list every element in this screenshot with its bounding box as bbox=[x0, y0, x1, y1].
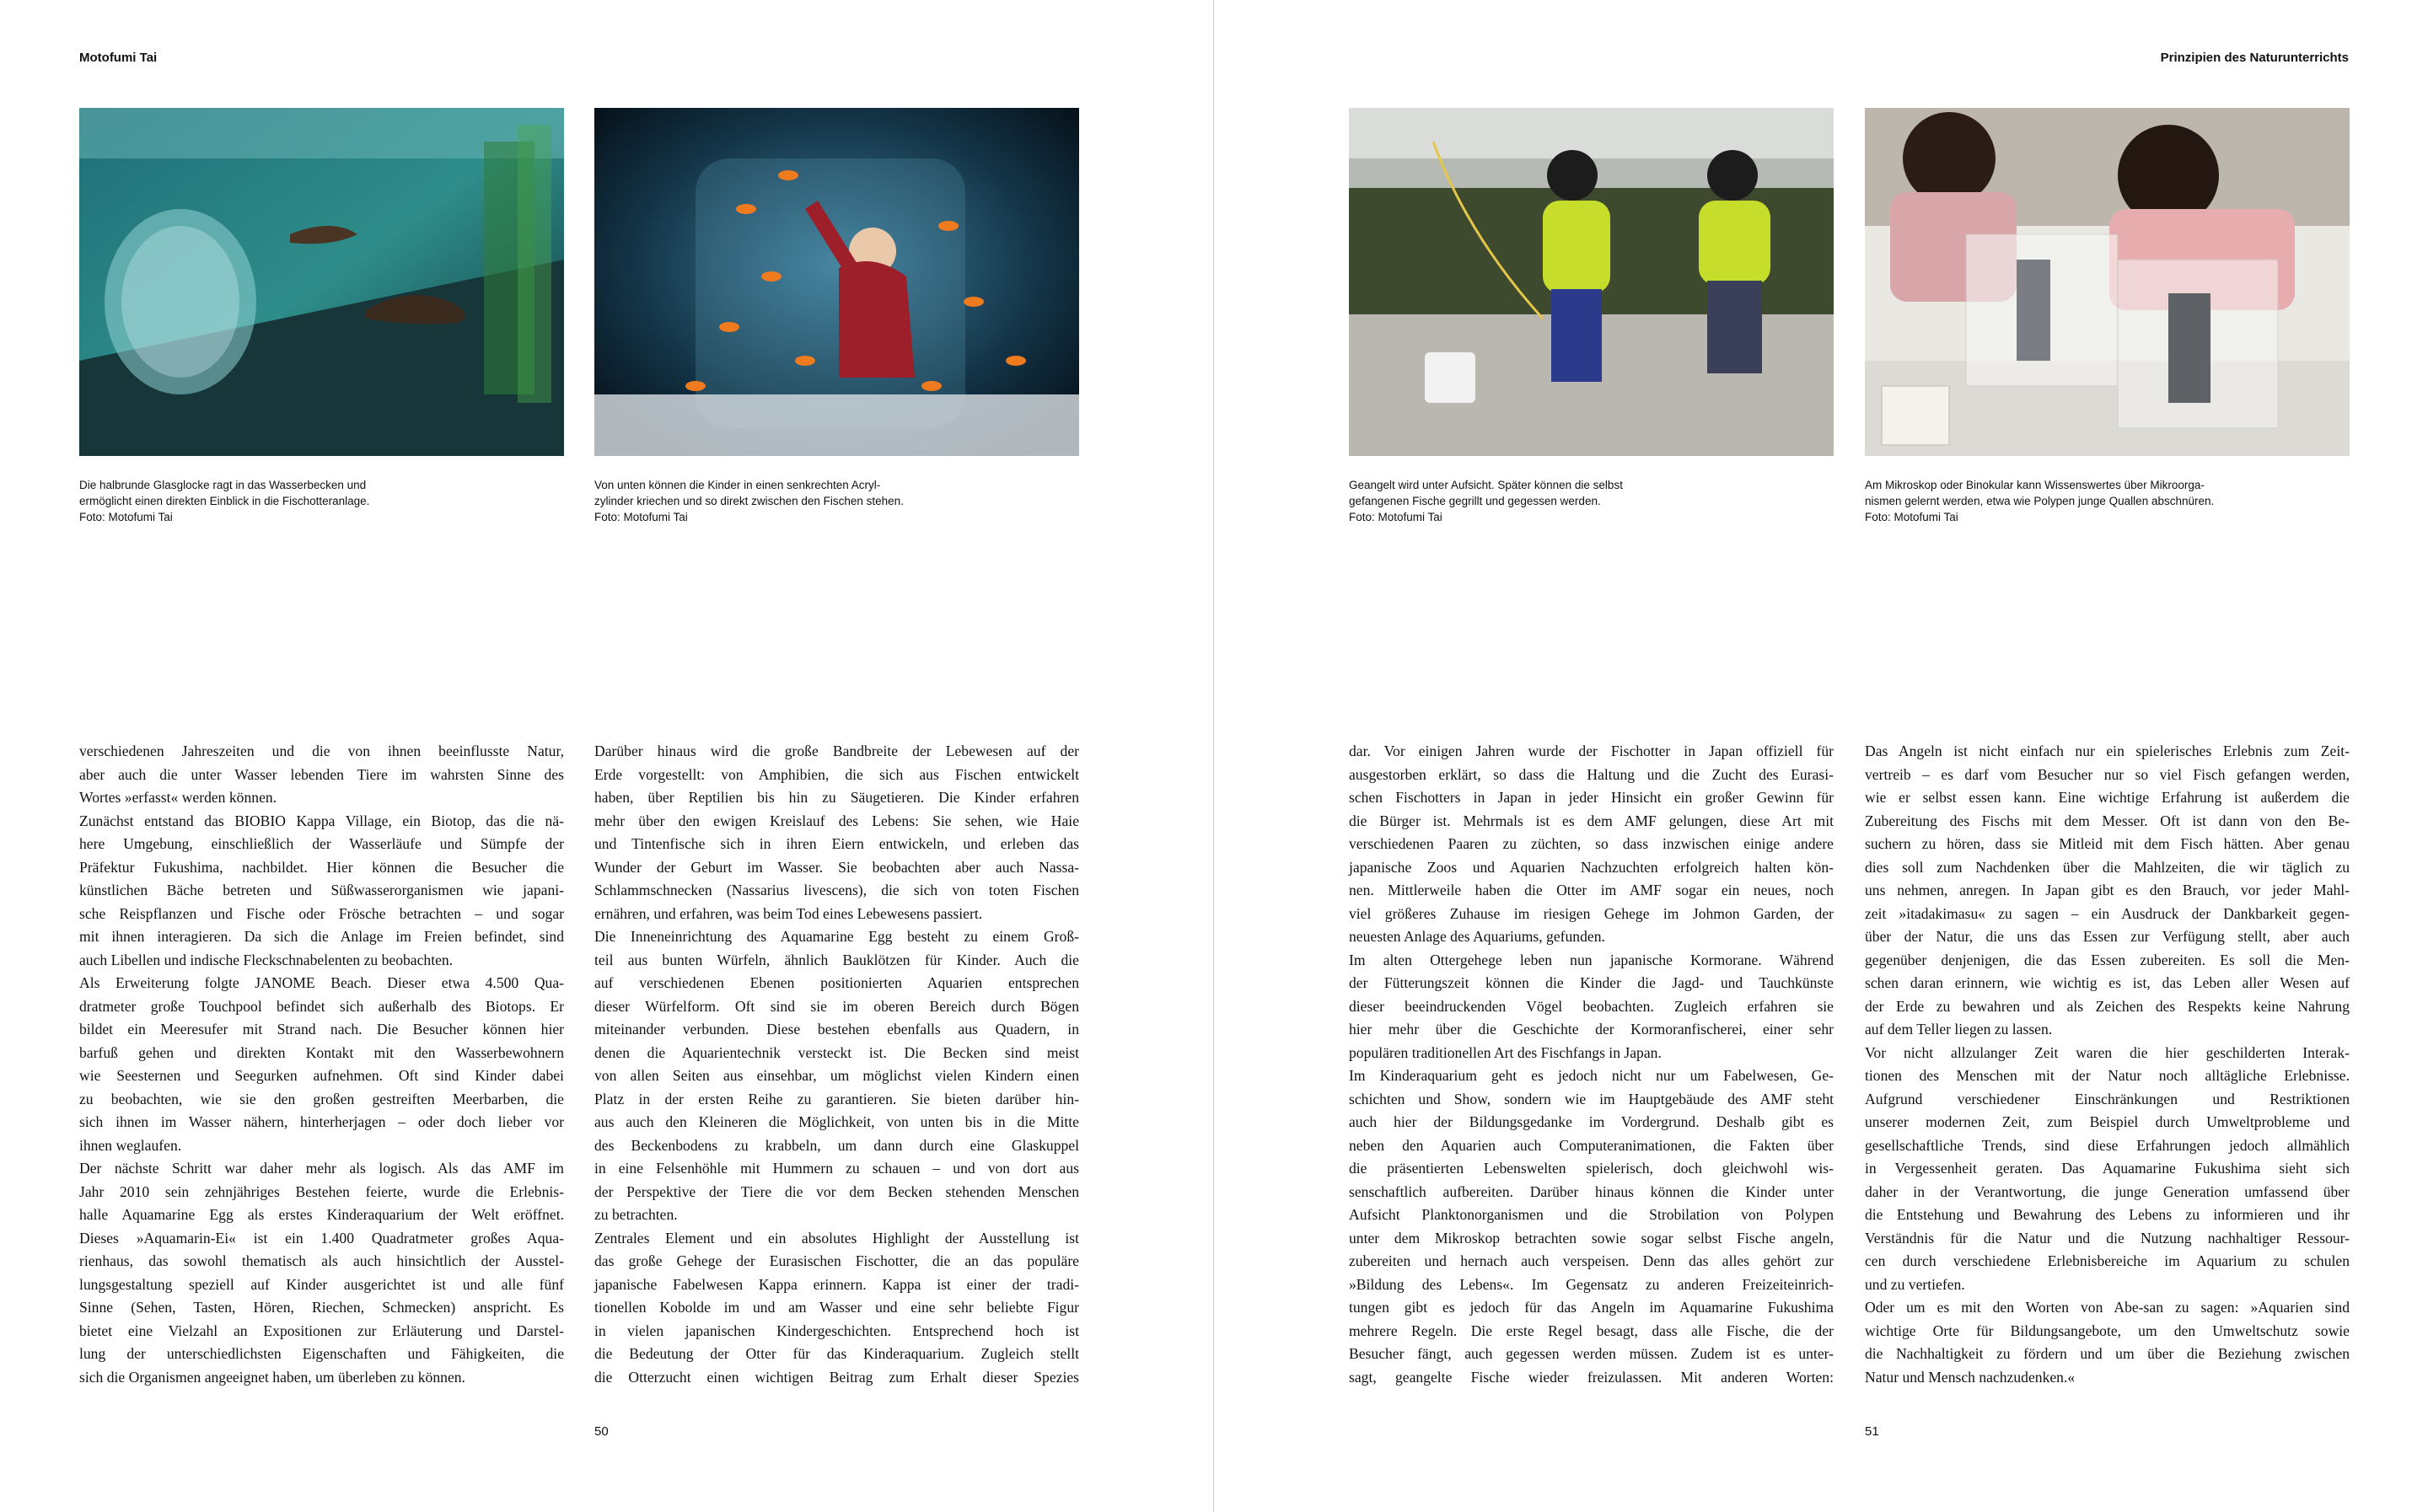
text-line: Der nächste Schritt war daher mehr als logisch. Als das AMF im bbox=[79, 1160, 564, 1177]
text-line: aber auch die unter Wasser lebenden Tiere im wahrsten Sinne des bbox=[79, 765, 564, 783]
text-line: Natur und Mensch nachzudenken.« bbox=[1865, 1368, 2076, 1386]
text-line: und Tintenfische sich in ihren Eiern entwickeln, und erleben das bbox=[594, 835, 1079, 852]
text-line: Besucher fängt, auch gegessen werden müssen. Zudem ist es unter- bbox=[1349, 1345, 1834, 1362]
body-column-3 bbox=[1349, 740, 1834, 1389]
text-line: Das Angeln ist nicht einfach nur ein spielerisches Erlebnis zum Zeit- bbox=[1865, 743, 2350, 759]
text-line: in Vergessenheit geraten. Das Aquamarine Fukushima sieht sich bbox=[1865, 1160, 2350, 1177]
text-line: neben den Aquarien auch Computeranimationen, die Fakten über bbox=[1349, 1136, 1834, 1154]
text-line: daher in der Verantwortung, die junge Generation umfassend über bbox=[1865, 1182, 2350, 1200]
text-line: Sinne (Sehen, Tasten, Hören, Riechen, Schmecken) anspricht. Es bbox=[79, 1299, 564, 1316]
caption-line: ermöglicht einen direkten Einblick in die Fischotteranlage. bbox=[79, 495, 370, 507]
text-line: künstlichen Bäche betreten und Süßwasserorganismen wie japani- bbox=[79, 882, 564, 898]
text-line: sich ihnen im Wasser nähern, hinterherjagen – oder doch lieber vor bbox=[79, 1113, 564, 1130]
text-line: die Bedeutung der Otter für das Kinderaquarium. Zugleich stellt bbox=[594, 1345, 1079, 1362]
text-line: halle Aquamarine Egg als erstes Kinderaquarium der Welt eröffnet. bbox=[79, 1206, 564, 1223]
text-line: wie er selbst essen kann. Eine wichtige Erfahrung ist außerdem die bbox=[1865, 789, 2350, 806]
text-line: auch hier der Bildungsgedanke im Vordergrund. Deshalb gibt es bbox=[1349, 1113, 1834, 1130]
text-line: Vor nicht allzulanger Zeit waren die hier geschilderten Interak- bbox=[1865, 1043, 2350, 1061]
text-line: schen Fischotters in Japan in jeder Hinsicht ein großer Gewinn für bbox=[1349, 789, 1834, 806]
text-line: Aufgrund verschiedener Einschränkungen und Restriktionen bbox=[1865, 1090, 2350, 1107]
text-line: Zentrales Element und ein absolutes Highlight der Ausstellung ist bbox=[594, 1229, 1079, 1247]
text-line: auf verschiedenen Ebenen positionierten Aquarien entsprechen bbox=[594, 974, 1079, 991]
text-line: die Bürger ist. Mehrmals ist es dem AMF gelungen, diese Art mit bbox=[1349, 812, 1834, 829]
text-line: wichtige Orte für Bildungsangebote, um den Umweltschutz sowie bbox=[1865, 1322, 2350, 1339]
text-line: teil aus bunten Würfeln, ähnlich Bauklötzen für Kinder. Auch die bbox=[594, 951, 1079, 968]
text-line: lung der unterschiedlichsten Eigenschaften und Fähigkeiten, die bbox=[79, 1345, 564, 1362]
text-line: viel größeres Zuhause im riesigen Gehege im Johmon Garden, der bbox=[1349, 904, 1834, 922]
text-line: barfuß gehen und direkten Kontakt mit den Wasserbewohnern bbox=[79, 1043, 564, 1061]
text-line: denen die Aquarientechnik versteckt ist. Die Becken sind meist bbox=[594, 1043, 1079, 1061]
caption-line: nismen gelernt werden, etwa wie Polypen junge Quallen abschnüren. bbox=[1865, 495, 2215, 507]
running-header-title: Prinzipien des Naturunterrichts bbox=[2160, 51, 2349, 65]
text-line: nen. Mittlerweile haben die Otter im AMF sogar ein neues, noch bbox=[1349, 882, 1834, 898]
text-line: die Entstehung und Bewahrung des Lebens zu informieren und ihr bbox=[1865, 1206, 2350, 1223]
text-line: gesellschaftliche Trends, sind diese Erfahrungen jedoch allmählich bbox=[1865, 1136, 2350, 1154]
photo-microscope bbox=[1865, 108, 2350, 456]
text-line: schichten und Show, sondern wie im Hauptgebäude des AMF steht bbox=[1349, 1090, 1834, 1107]
text-line: über der Natur, die uns das Essen zur Verfügung stellt, aber auch bbox=[1865, 928, 2350, 945]
text-line: Wortes »erfasst« werden können. bbox=[79, 789, 277, 806]
text-line: in eine Felsenhöhle mit Hummern zu schauen – und von dort aus bbox=[594, 1160, 1079, 1177]
text-line: zeit »itadakimasu« zu sagen – ein Ausdruck der Dankbarkeit gegen- bbox=[1865, 904, 2350, 922]
text-line: die Nachhaltigkeit zu fördern und um über die Beziehung zwischen bbox=[1865, 1345, 2350, 1362]
text-line: wie Seesternen und Seegurken aufnehmen. Oft sind Kinder dabei bbox=[79, 1067, 564, 1084]
caption-line: Die halbrunde Glasglocke ragt in das Wasserbecken und bbox=[79, 479, 367, 491]
caption-credit: Foto: Motofumi Tai bbox=[1349, 511, 1442, 523]
text-line: ihnen weglaufen. bbox=[79, 1136, 182, 1154]
text-line: gegenüber denjenigen, die das Essen zubereiten. Es soll die Men- bbox=[1865, 951, 2350, 968]
caption-photo-4 bbox=[1865, 477, 2350, 525]
text-line: aus auch den Kleineren die Möglichkeit, von unten bis in die Mitte bbox=[594, 1113, 1079, 1130]
text-line: Erde vorgestellt: von Amphibien, die sich aus Fischen entwickelt bbox=[594, 765, 1079, 783]
page-number-left: 50 bbox=[594, 1424, 609, 1439]
text-line: dar. Vor einigen Jahren wurde der Fischotter in Japan offiziell für bbox=[1349, 743, 1834, 759]
text-line: der Fütterungszeit können die Kinder die Jagd- und Tauchkünste bbox=[1349, 974, 1834, 991]
text-line: des Beckenbodens zu krabbeln, um dann durch eine Glaskuppel bbox=[594, 1136, 1079, 1154]
text-line: der Perspektive der Tiere die vor dem Becken stehenden Menschen bbox=[594, 1182, 1079, 1200]
text-line: ausgestorben erklärt, so dass die Haltung und die Zucht des Eurasi- bbox=[1349, 765, 1834, 783]
caption-line: Geangelt wird unter Aufsicht. Später können die selbst bbox=[1349, 479, 1623, 491]
text-line: hier mehr über die Geschichte der Kormoranfischerei, einer sehr bbox=[1349, 1021, 1834, 1037]
text-line: Verständnis für die Natur und die Nutzung nachhaltiger Ressour- bbox=[1865, 1229, 2350, 1247]
text-line: zu betrachten. bbox=[594, 1206, 678, 1223]
text-line: rienhaus, das sowohl thematisch als auch hinsichtlich der Ausstel- bbox=[79, 1252, 564, 1269]
text-line: »Bildung des Lebens«. Im Gegensatz zu anderen Freizeiteinrich- bbox=[1349, 1275, 1834, 1293]
text-line: cen durch verschiedene Erlebnisbereiche im Aquarium zu schulen bbox=[1865, 1252, 2350, 1269]
page-number-right: 51 bbox=[1865, 1424, 1879, 1439]
text-line: mit ihnen interagieren. Da sich die Anlage im Freien befindet, sind bbox=[79, 928, 564, 945]
text-line: Zunächst entstand das BIOBIO Kappa Village, ein Biotop, das die nä- bbox=[79, 812, 564, 829]
text-line: Als Erweiterung folgte JANOME Beach. Dieser etwa 4.500 Qua- bbox=[79, 974, 564, 991]
caption-line: Von unten können die Kinder in einen senkrechten Acryl- bbox=[594, 479, 881, 491]
text-line: haben, über Reptilien bis hin zu Säugetieren. Die Kinder erfahren bbox=[594, 789, 1079, 806]
caption-photo-3 bbox=[1349, 477, 1834, 525]
body-column-4 bbox=[1865, 740, 2350, 1389]
text-line: japanische Zoos und Aquarien Nachzuchten erfolgreich halten kön- bbox=[1349, 858, 1834, 876]
text-line: lungsgestaltung speziell auf Kinder ausgerichtet ist und alle fünf bbox=[79, 1275, 564, 1293]
text-line: ernähren, und erfahren, was beim Tod eines Lebewesens passiert. bbox=[594, 904, 983, 922]
text-line: japanische Fabelwesen Kappa erinnern. Kappa ist einer der tradi- bbox=[594, 1275, 1079, 1293]
text-line: Aufsicht Planktonorganismen und die Strobilation von Polypen bbox=[1349, 1206, 1834, 1223]
text-line: Dieses »Aquamarin-Ei« ist ein 1.400 Quadratmeter großes Aqua- bbox=[79, 1229, 564, 1247]
text-line: Die Inneneinrichtung des Aquamarine Egg besteht zu einem Groß- bbox=[594, 928, 1079, 945]
text-line: tungen gibt es jedoch für das Angeln im Aquamarine Fukushima bbox=[1349, 1299, 1834, 1316]
text-line: dieser beeindruckenden Vögel beobachten. Zugleich erfahren sie bbox=[1349, 997, 1834, 1015]
text-line: von allen Seiten aus einsehbar, um möglichst vielen Kindern einen bbox=[594, 1067, 1079, 1084]
text-line: Platz in der ersten Reihe zu garantieren. Sie bieten darüber hin- bbox=[594, 1090, 1079, 1107]
text-line: Im Kinderaquarium geht es jedoch nicht nur um Fabelwesen, Ge- bbox=[1349, 1067, 1834, 1084]
text-line: here Umgebung, einschließlich der Wasserläufe und Sümpfe der bbox=[79, 835, 564, 852]
text-line: sich die Organismen angeeignet haben, um überleben zu können. bbox=[79, 1368, 465, 1386]
caption-line: gefangenen Fische gegrillt und gegessen werden. bbox=[1349, 495, 1601, 507]
text-line: tionellen Kobolde im und am Wasser und eine sehr beliebte Figur bbox=[594, 1299, 1079, 1316]
photo-otter-dome bbox=[79, 108, 564, 456]
text-line: dieser Würfelform. Oft sind sie im oberen Bereich durch Bögen bbox=[594, 997, 1079, 1015]
text-line: neuesten Anlage des Aquariums, gefunden. bbox=[1349, 928, 1605, 945]
caption-photo-1 bbox=[79, 477, 564, 525]
text-line: senschaftlich aufbereiten. Darüber hinaus können die Kinder unter bbox=[1349, 1182, 1834, 1200]
caption-credit: Foto: Motofumi Tai bbox=[79, 511, 173, 523]
text-line: sche Reispflanzen und Fische oder Frösche betrachten – und sogar bbox=[79, 904, 564, 922]
text-line: und zu vertiefen. bbox=[1865, 1275, 1965, 1293]
text-line: unter dem Mikroskop betrachten sowie sogar selbst Fische angeln, bbox=[1349, 1229, 1834, 1247]
text-line: uns nehmen, anregen. In Japan gibt es den Brauch, vor jeder Mahl- bbox=[1865, 882, 2350, 898]
text-line: Präfektur Fukushima, nachbildet. Hier können die Besucher die bbox=[79, 858, 564, 876]
text-line: mehrere Regeln. Die erste Regel besagt, dass alle Fische, die der bbox=[1349, 1322, 1834, 1339]
text-line: Oder um es mit den Worten von Abe-san zu sagen: »Aquarien sind bbox=[1865, 1299, 2350, 1316]
caption-line: Am Mikroskop oder Binokular kann Wissenswertes über Mikroorga- bbox=[1865, 479, 2205, 491]
text-line: das große Gehege der Eurasischen Fischotter, die an das populäre bbox=[594, 1252, 1079, 1269]
text-line: bietet eine Vielzahl an Expositionen zur Erläuterung und Darstel- bbox=[79, 1322, 564, 1339]
text-line: Wunder der Geburt im Wasser. Sie beobachten aber auch Nassa- bbox=[594, 858, 1079, 876]
right-page bbox=[1214, 0, 2428, 1512]
text-line: Im alten Ottergehege leben nun japanische Kormorane. Während bbox=[1349, 951, 1834, 968]
body-column-1 bbox=[79, 740, 564, 1389]
text-line: verschiedenen Jahreszeiten und die von ihnen beeinflusste Natur, bbox=[79, 743, 564, 759]
text-line: Darüber hinaus wird die große Bandbreite der Lebewesen auf der bbox=[594, 743, 1079, 759]
text-line: schen daran erinnern, wie wichtig es ist, das Leben aller Wesen auf bbox=[1865, 974, 2350, 991]
text-line: auch Libellen und indische Fleckschnabelenten zu beobachten. bbox=[79, 951, 454, 968]
text-line: in vielen japanischen Kindergeschichten. Entsprechend hoch ist bbox=[594, 1322, 1079, 1339]
photo-acrylic-cylinder bbox=[594, 108, 1079, 456]
caption-credit: Foto: Motofumi Tai bbox=[594, 511, 688, 523]
text-line: tionen des Menschen mit der Natur noch alltägliche Erlebnisse. bbox=[1865, 1067, 2350, 1084]
text-line: Zubereitung des Fischs mit dem Messer. Oft ist dann von den Be- bbox=[1865, 812, 2350, 829]
text-line: die präsentierten Lebenswelten spielerisch, doch gleichwohl wis- bbox=[1349, 1160, 1834, 1177]
running-header-author: Motofumi Tai bbox=[79, 51, 158, 65]
body-column-2 bbox=[594, 740, 1079, 1389]
caption-credit: Foto: Motofumi Tai bbox=[1865, 511, 1958, 523]
text-line: suchern zu hören, dass sie Mitleid mit dem Fisch hätten. Aber genau bbox=[1865, 835, 2350, 852]
text-line: miteinander verbunden. Diese bestehen ebenfalls aus Quadern, in bbox=[594, 1021, 1079, 1037]
text-line: bildet ein Meeresufer mit Strand nach. Die Besucher können hier bbox=[79, 1021, 564, 1037]
caption-line: zylinder kriechen und so direkt zwischen den Fischen stehen. bbox=[594, 495, 904, 507]
text-line: unserer modernen Zeit, zum Beispiel durch Umweltprobleme und bbox=[1865, 1113, 2350, 1130]
text-line: zu beobachten, wie sie den großen gestreiften Meerbarben, die bbox=[79, 1090, 564, 1107]
text-line: mehr über den ewigen Kreislauf des Lebens: Sie sehen, wie Haie bbox=[594, 812, 1079, 829]
text-line: vertreib – es darf vom Besucher nur so viel Fisch gefangen werden, bbox=[1865, 765, 2350, 783]
text-line: Schlammschnecken (Nassarius livescens), die sich von toten Fischen bbox=[594, 882, 1079, 898]
text-line: verschiedenen Paaren zu züchten, so dass inzwischen einige andere bbox=[1349, 835, 1834, 852]
text-line: zubereiten und hernach auch verspeisen. Denn das alles gehört zur bbox=[1349, 1252, 1834, 1269]
text-line: Jahr 2010 sein zehnjähriges Bestehen feierte, wurde die Erlebnis- bbox=[79, 1182, 564, 1200]
text-line: die Otterzucht einen wichtigen Beitrag zum Erhalt dieser Spezies bbox=[594, 1368, 1079, 1386]
text-line: sagt, geangelte Fische wieder freizulassen. Mit anderen Worten: bbox=[1349, 1368, 1834, 1386]
caption-photo-2 bbox=[594, 477, 1079, 525]
text-line: der Erde zu bewahren und als Zeichen des Respekts keine Nahrung bbox=[1865, 997, 2350, 1015]
text-line: dies soll zum Nachdenken über die Mahlzeiten, die wir täglich zu bbox=[1865, 858, 2350, 876]
text-line: dratmeter große Touchpool befindet sich außerhalb des Biotops. Er bbox=[79, 997, 564, 1015]
text-line: populären traditionellen Art des Fischfangs in Japan. bbox=[1349, 1043, 1662, 1061]
text-line: auf dem Teller liegen zu lassen. bbox=[1865, 1021, 2053, 1037]
photo-children-fishing bbox=[1349, 108, 1834, 456]
